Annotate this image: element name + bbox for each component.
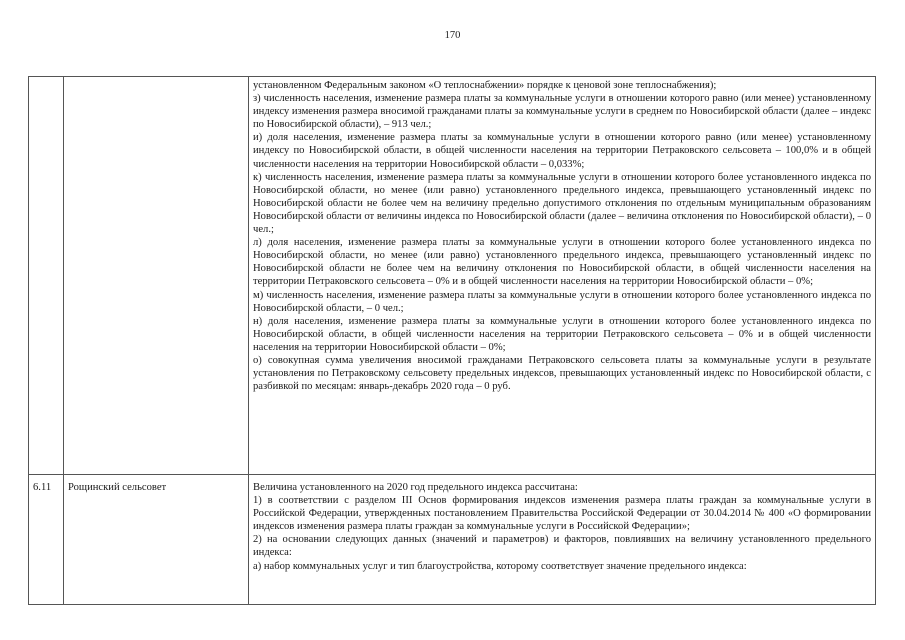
paragraph: а) набор коммунальных услуг и тип благоустройства, которому соответствует значение предельного индекса: bbox=[253, 560, 747, 572]
paragraph: 1) в соответствии с разделом III Основ формирования индексов изменения размера платы граждан за коммунальные услуги в Российской Федерации, утвержденных постановлением Правительства Российской Федерации от 30.04.2014 № 400 «О формировании индексов изменения размера платы граждан за коммунальные услуги в Российской Федерации»; bbox=[253, 495, 871, 533]
paragraph: к) численность населения, изменение размера платы за коммунальные услуги в отношении которого более установленного индекса по Новосибирской области, но менее (или равно) установленного предельного индекса, превышающего установленный индекс по Новосибирской области не более чем на величину предельно допустимого отклонения по отдельным муниципальным образованиям Новосибирской области от величины индекса по Новосибирской области (далее – величина отклонения по Новосибирской области), – 0 чел.; bbox=[253, 171, 871, 236]
paragraph: м) численность населения, изменение размера платы за коммунальные услуги в отношении которого более установленного индекса по Новосибирской области, – 0 чел.; bbox=[253, 289, 871, 314]
description-cell bbox=[249, 77, 876, 475]
municipality-name-cell bbox=[64, 77, 249, 475]
municipality-name-cell: Рощинский сельсовет bbox=[64, 475, 249, 605]
paragraph: 2) на основании следующих данных (значений и параметров) и факторов, повлиявших на величину установленного предельного индекса: bbox=[253, 534, 871, 559]
paragraph: и) доля населения, изменение размера платы за коммунальные услуги в отношении которого равно (или менее) установленному индексу по Новосибирской области, в общей численности населения на территории Петраковского сельсовета – 100,0% и в общей численности населения на территории Новосибирской области – 0,033%; bbox=[253, 132, 871, 170]
document-table bbox=[28, 76, 876, 605]
paragraph: з) численность населения, изменение размера платы за коммунальные услуги в отношении которого равно (или менее) установленному индексу изменения размера вносимой гражданами платы за коммунальные услуги в среднем по Новосибирской области (далее – индекс по Новосибирской области), – 913 чел.; bbox=[253, 93, 871, 131]
paragraph: установленном Федеральным законом «О теплоснабжении» порядке к ценовой зоне теплоснабжения); bbox=[253, 80, 717, 91]
page-number: 170 bbox=[444, 30, 461, 41]
paragraph: Величина установленного на 2020 год предельного индекса рассчитана: bbox=[253, 482, 578, 493]
table-row bbox=[29, 475, 876, 605]
description-cell bbox=[249, 475, 876, 605]
table-row bbox=[29, 77, 876, 475]
paragraph: л) доля населения, изменение размера платы за коммунальные услуги в отношении которого более установленного индекса по Новосибирской области, но менее (или равно) установленного предельного индекса, превышающего установленный индекс по Новосибирской области не более чем на величину отклонения по Новосибирской области, в общей численности населения на территории Петраковского сельсовета – 0% и в общей численности населения на территории Новосибирской области – 0%; bbox=[253, 237, 871, 288]
paragraph: н) доля населения, изменение размера платы за коммунальные услуги в отношении которого более установленного индекса по Новосибирской области, в общей численности населения на территории Петраковского сельсовета – 0% и в общей численности населения на территории Новосибирской области – 0%; bbox=[253, 315, 871, 353]
row-number-cell: 6.11 bbox=[29, 475, 64, 605]
row-number-cell bbox=[29, 77, 64, 475]
paragraph: о) совокупная сумма увеличения вносимой гражданами Петраковского сельсовета платы за коммунальные услуги в результате установления по Петраковскому сельсовету предельных индексов, превышающих установленный индекс по Новосибирской области, с разбивкой по месяцам: январь-декабрь 2020 года – 0 руб. bbox=[253, 354, 871, 393]
